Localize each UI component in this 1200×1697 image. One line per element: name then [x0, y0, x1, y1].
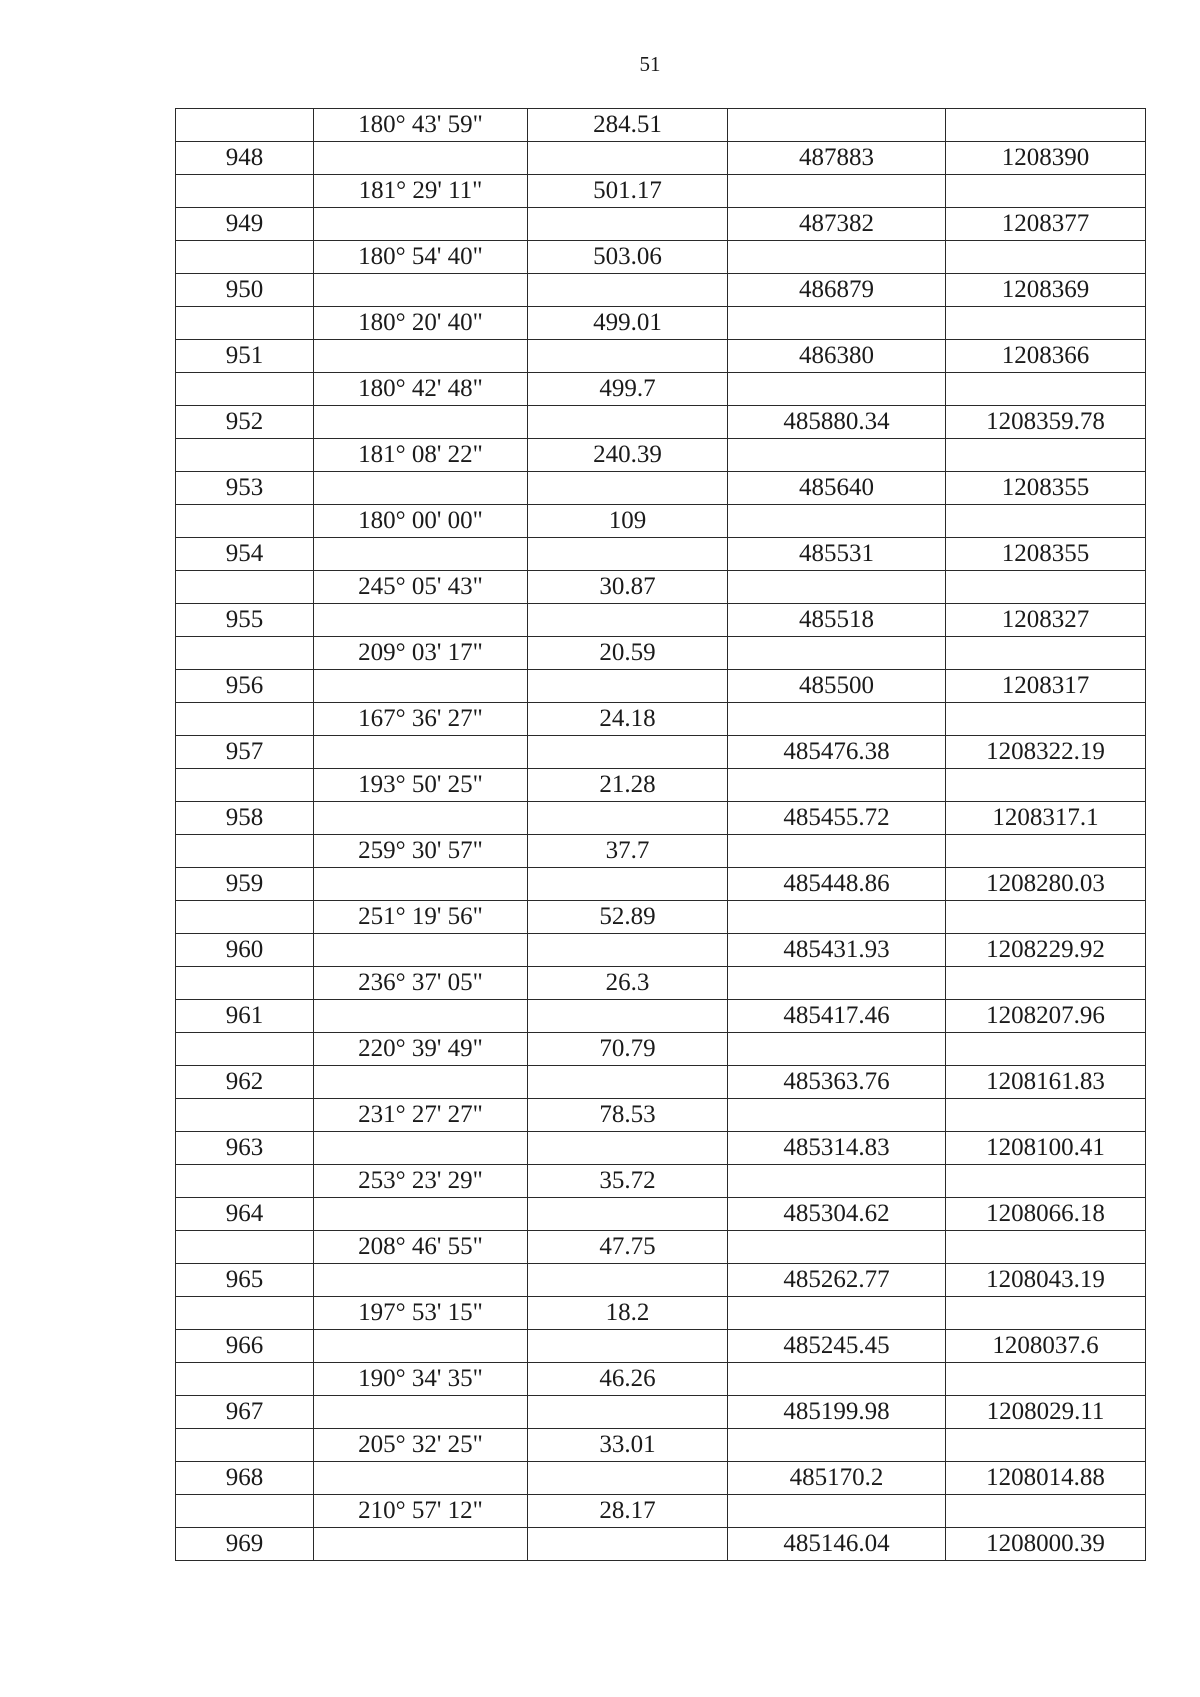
point-number-cell: 957 — [176, 736, 314, 769]
x-coordinate-cell: 485518 — [728, 604, 946, 637]
y-coordinate-cell: 1208043.19 — [946, 1264, 1146, 1297]
distance-cell: 240.39 — [528, 439, 728, 472]
y-coordinate-cell — [946, 571, 1146, 604]
coordinate-table-body — [176, 109, 1146, 1561]
angle-cell — [314, 1396, 528, 1429]
table-row — [176, 1462, 1146, 1495]
angle-cell: 236° 37' 05" — [314, 967, 528, 1000]
angle-cell — [314, 604, 528, 637]
x-coordinate-cell — [728, 109, 946, 142]
x-coordinate-cell: 485880.34 — [728, 406, 946, 439]
distance-cell — [528, 1000, 728, 1033]
y-coordinate-cell — [946, 373, 1146, 406]
distance-cell — [528, 472, 728, 505]
distance-cell: 70.79 — [528, 1033, 728, 1066]
point-number-cell — [176, 637, 314, 670]
table-row — [176, 1264, 1146, 1297]
table-row — [176, 604, 1146, 637]
point-number-cell — [176, 1033, 314, 1066]
x-coordinate-cell: 485262.77 — [728, 1264, 946, 1297]
point-number-cell — [176, 835, 314, 868]
angle-cell — [314, 868, 528, 901]
table-row — [176, 538, 1146, 571]
point-number-cell: 963 — [176, 1132, 314, 1165]
distance-cell — [528, 406, 728, 439]
table-row — [176, 340, 1146, 373]
angle-cell: 180° 43' 59" — [314, 109, 528, 142]
table-row — [176, 934, 1146, 967]
distance-cell — [528, 1462, 728, 1495]
y-coordinate-cell: 1208322.19 — [946, 736, 1146, 769]
angle-cell: 181° 08' 22" — [314, 439, 528, 472]
distance-cell: 499.7 — [528, 373, 728, 406]
y-coordinate-cell: 1208390 — [946, 142, 1146, 175]
y-coordinate-cell: 1208355 — [946, 472, 1146, 505]
table-row — [176, 967, 1146, 1000]
x-coordinate-cell — [728, 1231, 946, 1264]
point-number-cell: 951 — [176, 340, 314, 373]
table-row — [176, 802, 1146, 835]
angle-cell: 208° 46' 55" — [314, 1231, 528, 1264]
point-number-cell: 965 — [176, 1264, 314, 1297]
table-row — [176, 769, 1146, 802]
point-number-cell — [176, 571, 314, 604]
y-coordinate-cell — [946, 769, 1146, 802]
table-row — [176, 637, 1146, 670]
distance-cell — [528, 934, 728, 967]
angle-cell: 259° 30' 57" — [314, 835, 528, 868]
point-number-cell: 959 — [176, 868, 314, 901]
x-coordinate-cell — [728, 835, 946, 868]
x-coordinate-cell — [728, 967, 946, 1000]
angle-cell: 167° 36' 27" — [314, 703, 528, 736]
x-coordinate-cell — [728, 769, 946, 802]
angle-cell — [314, 274, 528, 307]
distance-cell — [528, 274, 728, 307]
distance-cell: 52.89 — [528, 901, 728, 934]
table-row — [176, 670, 1146, 703]
distance-cell — [528, 670, 728, 703]
y-coordinate-cell: 1208161.83 — [946, 1066, 1146, 1099]
table-row — [176, 736, 1146, 769]
point-number-cell: 955 — [176, 604, 314, 637]
distance-cell — [528, 1396, 728, 1429]
y-coordinate-cell: 1208369 — [946, 274, 1146, 307]
y-coordinate-cell — [946, 241, 1146, 274]
angle-cell: 245° 05' 43" — [314, 571, 528, 604]
x-coordinate-cell — [728, 1297, 946, 1330]
x-coordinate-cell: 485640 — [728, 472, 946, 505]
x-coordinate-cell — [728, 505, 946, 538]
distance-cell: 499.01 — [528, 307, 728, 340]
distance-cell: 18.2 — [528, 1297, 728, 1330]
y-coordinate-cell: 1208317 — [946, 670, 1146, 703]
distance-cell: 46.26 — [528, 1363, 728, 1396]
table-row — [176, 703, 1146, 736]
y-coordinate-cell — [946, 703, 1146, 736]
table-row — [176, 868, 1146, 901]
point-number-cell: 964 — [176, 1198, 314, 1231]
point-number-cell: 968 — [176, 1462, 314, 1495]
table-row — [176, 571, 1146, 604]
x-coordinate-cell — [728, 571, 946, 604]
distance-cell: 501.17 — [528, 175, 728, 208]
table-row — [176, 1033, 1146, 1066]
y-coordinate-cell — [946, 439, 1146, 472]
table-row — [176, 1330, 1146, 1363]
angle-cell: 251° 19' 56" — [314, 901, 528, 934]
point-number-cell: 948 — [176, 142, 314, 175]
x-coordinate-cell: 485417.46 — [728, 1000, 946, 1033]
table-row — [176, 175, 1146, 208]
y-coordinate-cell — [946, 1429, 1146, 1462]
angle-cell — [314, 340, 528, 373]
distance-cell: 37.7 — [528, 835, 728, 868]
angle-cell: 193° 50' 25" — [314, 769, 528, 802]
distance-cell — [528, 1198, 728, 1231]
x-coordinate-cell: 486879 — [728, 274, 946, 307]
distance-cell — [528, 142, 728, 175]
distance-cell: 28.17 — [528, 1495, 728, 1528]
y-coordinate-cell: 1208066.18 — [946, 1198, 1146, 1231]
table-row — [176, 1363, 1146, 1396]
distance-cell — [528, 1528, 728, 1561]
x-coordinate-cell — [728, 175, 946, 208]
x-coordinate-cell: 485476.38 — [728, 736, 946, 769]
x-coordinate-cell — [728, 1165, 946, 1198]
point-number-cell — [176, 1363, 314, 1396]
angle-cell: 210° 57' 12" — [314, 1495, 528, 1528]
point-number-cell: 950 — [176, 274, 314, 307]
angle-cell — [314, 802, 528, 835]
distance-cell — [528, 340, 728, 373]
x-coordinate-cell: 485363.76 — [728, 1066, 946, 1099]
distance-cell — [528, 802, 728, 835]
distance-cell — [528, 868, 728, 901]
x-coordinate-cell: 485314.83 — [728, 1132, 946, 1165]
x-coordinate-cell — [728, 241, 946, 274]
y-coordinate-cell: 1208207.96 — [946, 1000, 1146, 1033]
y-coordinate-cell — [946, 505, 1146, 538]
angle-cell — [314, 1066, 528, 1099]
x-coordinate-cell: 485455.72 — [728, 802, 946, 835]
distance-cell — [528, 604, 728, 637]
angle-cell — [314, 1528, 528, 1561]
angle-cell: 180° 54' 40" — [314, 241, 528, 274]
y-coordinate-cell — [946, 1297, 1146, 1330]
distance-cell — [528, 208, 728, 241]
distance-cell: 30.87 — [528, 571, 728, 604]
point-number-cell — [176, 1429, 314, 1462]
y-coordinate-cell — [946, 175, 1146, 208]
table-row — [176, 1165, 1146, 1198]
y-coordinate-cell: 1208377 — [946, 208, 1146, 241]
table-row — [176, 1396, 1146, 1429]
table-row — [176, 1000, 1146, 1033]
x-coordinate-cell: 485146.04 — [728, 1528, 946, 1561]
table-row — [176, 1297, 1146, 1330]
y-coordinate-cell — [946, 967, 1146, 1000]
y-coordinate-cell: 1208029.11 — [946, 1396, 1146, 1429]
point-number-cell — [176, 307, 314, 340]
distance-cell: 284.51 — [528, 109, 728, 142]
point-number-cell: 956 — [176, 670, 314, 703]
angle-cell — [314, 736, 528, 769]
point-number-cell: 958 — [176, 802, 314, 835]
y-coordinate-cell — [946, 835, 1146, 868]
y-coordinate-cell: 1208037.6 — [946, 1330, 1146, 1363]
point-number-cell: 966 — [176, 1330, 314, 1363]
table-row — [176, 439, 1146, 472]
point-number-cell: 961 — [176, 1000, 314, 1033]
distance-cell — [528, 538, 728, 571]
y-coordinate-cell — [946, 901, 1146, 934]
y-coordinate-cell: 1208000.39 — [946, 1528, 1146, 1561]
x-coordinate-cell: 485199.98 — [728, 1396, 946, 1429]
angle-cell: 180° 00' 00" — [314, 505, 528, 538]
table-row — [176, 505, 1146, 538]
y-coordinate-cell: 1208229.92 — [946, 934, 1146, 967]
point-number-cell: 967 — [176, 1396, 314, 1429]
angle-cell — [314, 538, 528, 571]
table-row — [176, 1066, 1146, 1099]
point-number-cell: 962 — [176, 1066, 314, 1099]
table-row — [176, 1132, 1146, 1165]
x-coordinate-cell: 485531 — [728, 538, 946, 571]
angle-cell — [314, 1132, 528, 1165]
table-row — [176, 1495, 1146, 1528]
x-coordinate-cell: 485431.93 — [728, 934, 946, 967]
x-coordinate-cell — [728, 1429, 946, 1462]
y-coordinate-cell: 1208317.1 — [946, 802, 1146, 835]
point-number-cell: 969 — [176, 1528, 314, 1561]
distance-cell: 20.59 — [528, 637, 728, 670]
y-coordinate-cell — [946, 307, 1146, 340]
table-row — [176, 1528, 1146, 1561]
coordinate-table-container — [175, 108, 1145, 1561]
table-row — [176, 373, 1146, 406]
y-coordinate-cell: 1208100.41 — [946, 1132, 1146, 1165]
table-row — [176, 1231, 1146, 1264]
point-number-cell — [176, 703, 314, 736]
x-coordinate-cell: 485304.62 — [728, 1198, 946, 1231]
y-coordinate-cell: 1208359.78 — [946, 406, 1146, 439]
point-number-cell — [176, 439, 314, 472]
table-row — [176, 208, 1146, 241]
angle-cell — [314, 1000, 528, 1033]
x-coordinate-cell — [728, 1363, 946, 1396]
y-coordinate-cell — [946, 1033, 1146, 1066]
point-number-cell: 952 — [176, 406, 314, 439]
distance-cell — [528, 1066, 728, 1099]
point-number-cell — [176, 175, 314, 208]
angle-cell: 220° 39' 49" — [314, 1033, 528, 1066]
page-number: 51 — [639, 52, 661, 76]
angle-cell — [314, 472, 528, 505]
x-coordinate-cell: 485448.86 — [728, 868, 946, 901]
x-coordinate-cell: 486380 — [728, 340, 946, 373]
angle-cell — [314, 1330, 528, 1363]
table-row — [176, 241, 1146, 274]
y-coordinate-cell — [946, 637, 1146, 670]
angle-cell: 190° 34' 35" — [314, 1363, 528, 1396]
point-number-cell — [176, 1165, 314, 1198]
distance-cell: 24.18 — [528, 703, 728, 736]
angle-cell — [314, 142, 528, 175]
point-number-cell: 953 — [176, 472, 314, 505]
distance-cell — [528, 1264, 728, 1297]
y-coordinate-cell — [946, 1165, 1146, 1198]
angle-cell — [314, 1264, 528, 1297]
x-coordinate-cell: 487883 — [728, 142, 946, 175]
angle-cell: 180° 20' 40" — [314, 307, 528, 340]
x-coordinate-cell — [728, 307, 946, 340]
point-number-cell — [176, 769, 314, 802]
x-coordinate-cell — [728, 373, 946, 406]
y-coordinate-cell: 1208280.03 — [946, 868, 1146, 901]
x-coordinate-cell — [728, 637, 946, 670]
angle-cell: 209° 03' 17" — [314, 637, 528, 670]
distance-cell — [528, 1330, 728, 1363]
y-coordinate-cell: 1208355 — [946, 538, 1146, 571]
angle-cell — [314, 1198, 528, 1231]
distance-cell: 33.01 — [528, 1429, 728, 1462]
distance-cell — [528, 736, 728, 769]
y-coordinate-cell — [946, 1099, 1146, 1132]
point-number-cell — [176, 1231, 314, 1264]
x-coordinate-cell — [728, 901, 946, 934]
y-coordinate-cell — [946, 1363, 1146, 1396]
y-coordinate-cell — [946, 109, 1146, 142]
y-coordinate-cell: 1208327 — [946, 604, 1146, 637]
x-coordinate-cell: 485245.45 — [728, 1330, 946, 1363]
distance-cell: 47.75 — [528, 1231, 728, 1264]
table-row — [176, 1429, 1146, 1462]
table-row — [176, 109, 1146, 142]
point-number-cell — [176, 241, 314, 274]
point-number-cell: 960 — [176, 934, 314, 967]
coordinate-table — [175, 108, 1146, 1561]
x-coordinate-cell: 485170.2 — [728, 1462, 946, 1495]
table-row — [176, 274, 1146, 307]
angle-cell — [314, 208, 528, 241]
point-number-cell — [176, 505, 314, 538]
point-number-cell — [176, 901, 314, 934]
x-coordinate-cell — [728, 1033, 946, 1066]
x-coordinate-cell: 485500 — [728, 670, 946, 703]
point-number-cell — [176, 967, 314, 1000]
angle-cell — [314, 406, 528, 439]
angle-cell: 180° 42' 48" — [314, 373, 528, 406]
distance-cell: 35.72 — [528, 1165, 728, 1198]
angle-cell — [314, 934, 528, 967]
angle-cell: 231° 27' 27" — [314, 1099, 528, 1132]
table-row — [176, 406, 1146, 439]
distance-cell: 78.53 — [528, 1099, 728, 1132]
table-row — [176, 142, 1146, 175]
angle-cell — [314, 1462, 528, 1495]
distance-cell: 503.06 — [528, 241, 728, 274]
angle-cell: 197° 53' 15" — [314, 1297, 528, 1330]
point-number-cell — [176, 1495, 314, 1528]
x-coordinate-cell: 487382 — [728, 208, 946, 241]
table-row — [176, 1099, 1146, 1132]
point-number-cell — [176, 1099, 314, 1132]
point-number-cell — [176, 109, 314, 142]
y-coordinate-cell — [946, 1495, 1146, 1528]
x-coordinate-cell — [728, 1495, 946, 1528]
distance-cell: 21.28 — [528, 769, 728, 802]
x-coordinate-cell — [728, 439, 946, 472]
table-row — [176, 901, 1146, 934]
y-coordinate-cell: 1208014.88 — [946, 1462, 1146, 1495]
angle-cell: 253° 23' 29" — [314, 1165, 528, 1198]
table-row — [176, 1198, 1146, 1231]
table-row — [176, 835, 1146, 868]
distance-cell: 109 — [528, 505, 728, 538]
table-row — [176, 307, 1146, 340]
x-coordinate-cell — [728, 703, 946, 736]
angle-cell: 181° 29' 11" — [314, 175, 528, 208]
table-row — [176, 472, 1146, 505]
point-number-cell — [176, 373, 314, 406]
point-number-cell: 949 — [176, 208, 314, 241]
x-coordinate-cell — [728, 1099, 946, 1132]
distance-cell: 26.3 — [528, 967, 728, 1000]
y-coordinate-cell — [946, 1231, 1146, 1264]
point-number-cell: 954 — [176, 538, 314, 571]
y-coordinate-cell: 1208366 — [946, 340, 1146, 373]
point-number-cell — [176, 1297, 314, 1330]
distance-cell — [528, 1132, 728, 1165]
angle-cell: 205° 32' 25" — [314, 1429, 528, 1462]
angle-cell — [314, 670, 528, 703]
